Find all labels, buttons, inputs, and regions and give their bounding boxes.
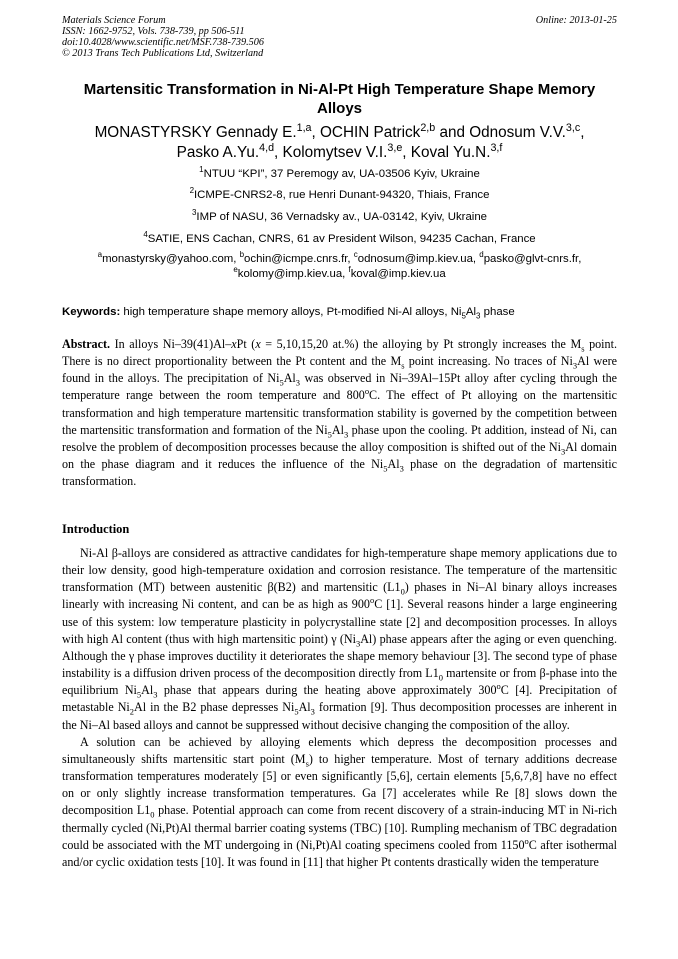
author-name: Pasko A.Yu. — [176, 144, 260, 161]
subscript: 3 — [310, 706, 315, 717]
text: Ni-Al β-alloys are considered as attractive candidates for high-temperature shape memory applications due to their low density, good high-temperature oxidation and corrosion resistance. The temperature of the martensitic transformation (MT) between austenitic β(B2) and martensitic (L1 — [62, 546, 617, 595]
author-sup: 4,d — [259, 141, 275, 154]
doi-line: doi:10.4028/www.scientific.net/MSF.738-739.506 — [62, 37, 264, 48]
author-name: Kolomytsev V.I. — [282, 144, 388, 161]
subscript: 0 — [400, 586, 405, 597]
subscript: 0 — [438, 672, 443, 683]
author-name: MONASTYRSKY Gennady E. — [94, 124, 297, 141]
email-link[interactable]: pasko@glvt-cnrs.fr, — [483, 253, 582, 265]
text: x — [255, 337, 261, 351]
affiliation-text: IMP of NASU, 36 Vernadsky av., UA-03142, Kyiv, Ukraine — [196, 211, 488, 223]
subscript: 3 — [476, 311, 481, 321]
section-heading: Introduction — [62, 522, 130, 536]
superscript: o — [369, 595, 375, 606]
author-sup: 3,e — [387, 141, 403, 154]
affiliation-num: 3 — [191, 208, 197, 218]
text: ) phases in Ni–Al binary alloys increases linearly with increasing Ni content, and can be as high as 900 — [62, 580, 617, 612]
email-sup: a — [97, 250, 103, 260]
keywords-label: Keywords: — [62, 306, 121, 318]
abstract-label: Abstract. — [62, 337, 111, 351]
introduction-body — [62, 545, 617, 871]
superscript: o — [524, 835, 529, 846]
text: point. There is no direct proportionality between the Pt content and the M — [62, 337, 617, 369]
keywords-text: Al — [465, 306, 477, 318]
author-name: Koval Yu.N. — [410, 144, 491, 161]
text: In alloys Ni–39(41)Al– — [114, 337, 232, 351]
journal-name: Materials Science Forum — [62, 15, 166, 26]
text: Al — [141, 683, 154, 698]
keywords-text: phase — [480, 306, 515, 318]
affiliation-num: 4 — [143, 230, 148, 240]
text: C [1]. Several reasons hinder a large engineering use of this system: low temperature plasticity in polycrystalline state [2] and decomposition processes. In alloys with high Al content (thus with high martensitic point) γ (Ni — [62, 597, 617, 646]
text: phase upon the cooling. Pt addition, instead of Ni, can resolve the problem of decomposition processes because the alloy composition is shifted out of the Ni — [62, 422, 617, 454]
text: Al in the B2 phase depresses Ni — [134, 700, 295, 715]
text: Al were found in the alloys. The precipitation of Ni — [62, 354, 617, 386]
journal-header — [62, 15, 617, 59]
email-list — [62, 252, 617, 282]
subscript: 5 — [294, 706, 299, 717]
subscript: 3 — [153, 689, 158, 700]
subscript: 2 — [129, 706, 135, 717]
affiliation-1 — [62, 167, 617, 181]
subscript: 5 — [279, 377, 284, 388]
email-sup: c — [353, 250, 358, 260]
text: Al domain on the phase diagram and it reduces the influence of the Ni — [62, 439, 617, 472]
text: phase. Potential approach can come from recent discovery of a strain-inducing MT in Ni-rich thermally cycled (Ni,Pt)Al thermal barrier coating systems (TBC) [10]. Rumpling mechanism of TBC degradation could be associated with the MT undergoing in (Ni,Pt)Al coating specimens cooled from 1150 — [62, 803, 617, 852]
email-link[interactable]: kolomy@imp.kiev.ua, — [237, 268, 346, 280]
email-link[interactable]: monastyrsky@yahoo.com, — [102, 253, 237, 265]
abstract-paragraph — [62, 336, 617, 490]
author-name: and Odnosum V.V. — [439, 124, 566, 141]
text: phase on the degradation of martensitic transformation. — [62, 457, 618, 489]
email-sup: d — [479, 250, 484, 260]
subscript: 5 — [136, 689, 142, 700]
intro-paragraph-2 — [62, 734, 617, 871]
subscript: 3 — [572, 360, 578, 371]
superscript: o — [496, 681, 501, 692]
subscript: 3 — [399, 463, 404, 474]
subscript: s — [401, 360, 405, 371]
text: ) to higher temperature. Most of ternary additions decrease transformation temperatures moderately [5] or even significantly [5,6], certain elements [5,6,7,8] have no effect on or only slightly increase transformation temperatures. Ga [7] accelerates while Re [8] slows down the decomposition L1 — [62, 751, 617, 818]
copyright-line: © 2013 Trans Tech Publications Ltd, Switzerland — [62, 48, 264, 59]
text: was observed in Ni–39Al–15Pt alloy after cycling through the temperature range between the room temperature and 800 — [62, 371, 618, 403]
text: Al — [283, 371, 296, 386]
author-sup: 3,c — [565, 121, 581, 134]
affiliation-num: 2 — [189, 186, 194, 196]
text: x — [231, 337, 237, 351]
text: point increasing. No traces of Ni — [404, 354, 573, 369]
text: = 5,10,15,20 at.%) the alloying by Pt strongly increases the M — [260, 337, 582, 351]
subscript: 5 — [383, 463, 388, 474]
email-link[interactable]: ochin@icmpe.cnrs.fr, — [244, 253, 351, 265]
text: phase that appears during the heating above approximately 300 — [157, 683, 497, 698]
superscript: o — [364, 386, 370, 397]
email-link[interactable]: koval@imp.kiev.ua — [350, 268, 446, 280]
text: C after isothermal and/or cyclic oxidation tests [10]. It was found in [11] that higher Pt contents drastically widen the temperature — [62, 837, 617, 869]
keywords — [62, 305, 617, 319]
text: C. The effect of Pt alloying on the martensitic transformation and high temperature martensitic transformation stability is governed by the competition between the martensitic transformation and formation of the Ni — [62, 388, 617, 437]
abstract — [62, 336, 617, 490]
subscript: 5 — [327, 429, 332, 440]
text: Pt ( — [236, 337, 256, 351]
subscript: s — [305, 758, 309, 769]
author-list: MONASTYRSKY Gennady E.$^{1,a}$, OCHIN Patrick$^{2,b}$ and Odnosum V.V.$^{3,c}$, Pasko A.Yu.$^{4,d}$, Kolomytsev V.I.$^{3,e}$, Koval Yu.N.$^{3,f}$ — [94, 121, 585, 161]
text: Al — [387, 457, 400, 472]
author-sup: 3,f — [490, 141, 503, 154]
subscript: 0 — [150, 809, 155, 820]
text: Al — [331, 422, 344, 437]
keywords-text: high temperature shape memory alloys, Pt-modified Ni-Al alloys, Ni — [123, 306, 462, 318]
affiliation-3 — [62, 210, 617, 224]
text: formation [9]. Thus decomposition processes are inherent in the Ni–Al based alloys and cannot be suppressed without decisive changing the composition of the alloy. — [62, 700, 617, 732]
email-sup: b — [239, 250, 245, 260]
subscript: 3 — [560, 446, 566, 457]
text: Al — [298, 700, 311, 715]
author-sup: 1,a — [296, 121, 312, 134]
intro-paragraph-1 — [62, 545, 617, 734]
affiliation-2 — [62, 188, 617, 202]
subscript: s — [581, 343, 585, 354]
paper-title: Martensitic Transformation in Ni-Al-Pt High Temperature Shape Memory Alloys — [83, 81, 596, 117]
author-name: OCHIN Patrick — [320, 124, 421, 141]
affiliation-text: NTUU “KPI”, 37 Peremogy av, UA-03506 Kyiv, Ukraine — [203, 168, 480, 180]
author-sup: 2,b — [420, 121, 436, 134]
text: martensite or from β-phase into the equilibrium Ni — [62, 666, 617, 698]
issn-line: ISSN: 1662-9752, Vols. 738-739, pp 506-511 — [62, 26, 245, 37]
affiliation-num: 1 — [199, 165, 204, 175]
online-date: Online: 2013-01-25 — [535, 15, 617, 26]
text: A solution can be achieved by alloying elements which depress the decomposition processes and simultaneously shifts martensitic start point (M — [62, 734, 617, 766]
subscript: 5 — [461, 311, 466, 321]
subscript: 3 — [295, 377, 301, 388]
affiliation-text: SATIE, ENS Cachan, CNRS, 61 av President Wilson, 94235 Cachan, France — [147, 233, 536, 245]
email-sup: f — [348, 265, 351, 275]
subscript: 3 — [343, 429, 349, 440]
subscript: 3 — [355, 638, 361, 649]
text: Al) phase appears after the aging or even quenching. Although the γ phase improves ductility it deteriorates the shape memory behaviour [3]. The second type of phase instability is a diffusion driven process of the decomposition directly from L1 — [62, 631, 617, 681]
affiliation-4 — [62, 232, 617, 246]
affiliation-text: ICMPE-CNRS2-8, rue Henri Dunant-94320, Thiais, France — [194, 189, 490, 201]
email-link[interactable]: odnosum@imp.kiev.ua, — [357, 253, 477, 265]
text: C [4]. Precipitation of metastable Ni — [62, 683, 617, 715]
email-sup: e — [233, 265, 238, 275]
